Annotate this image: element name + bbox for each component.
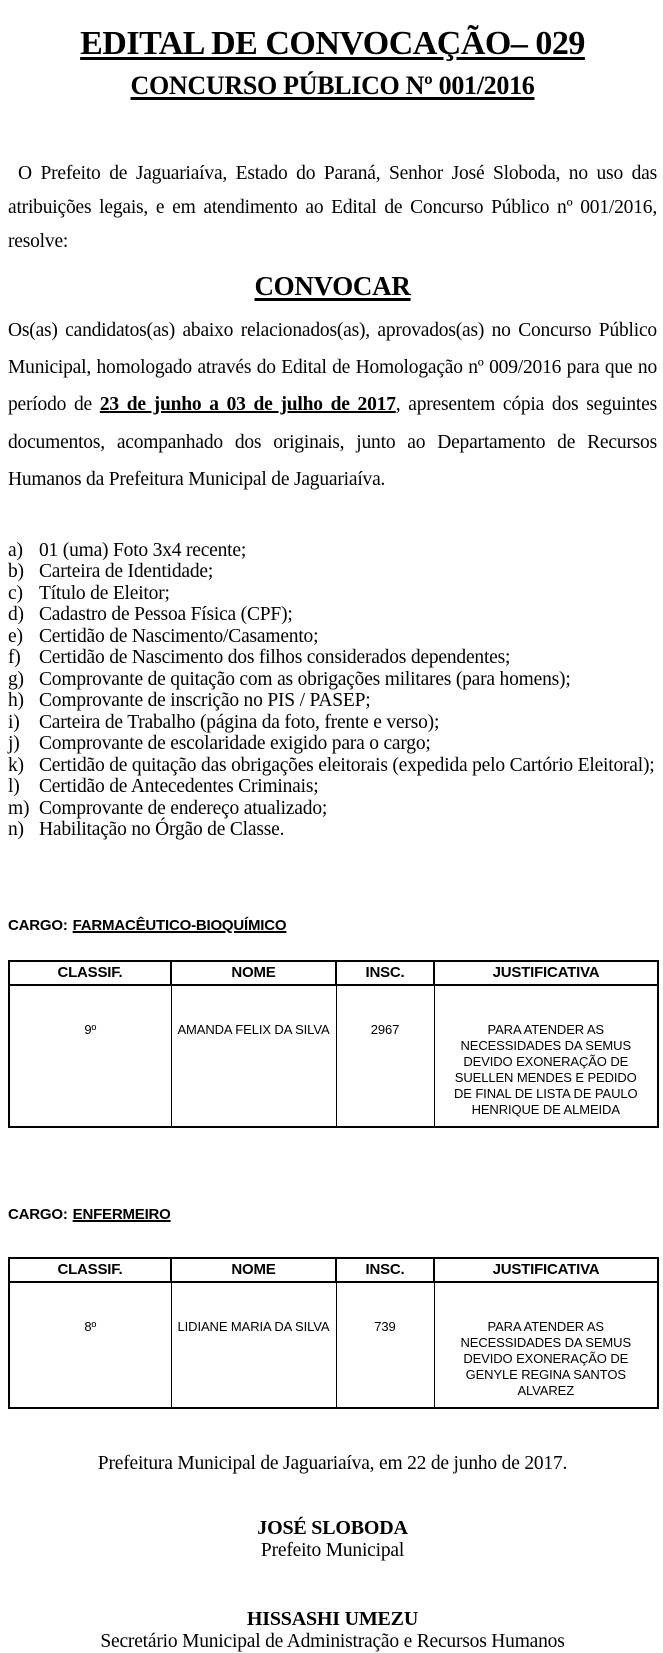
list-item [8, 733, 657, 755]
list-item-letter: c) [8, 582, 23, 604]
list-item-letter: f) [8, 647, 21, 669]
cargo-name: ENFERMEIRO [72, 1205, 171, 1223]
list-item-text: Habilitação no Órgão de Classe. [39, 819, 285, 841]
column-header-insc: INSC. [336, 1258, 434, 1282]
column-header-nome: NOME [171, 961, 336, 985]
list-item-letter: b) [8, 561, 24, 583]
column-header-insc: INSC. [336, 961, 434, 985]
cargo-heading-farmaceutico [8, 917, 657, 934]
list-item [8, 561, 657, 583]
list-item [8, 819, 657, 841]
list-item-text: Comprovante de quitação com as obrigações militares (para homens); [39, 668, 571, 690]
list-item-letter: l) [8, 776, 20, 798]
list-item-text: Certidão de Antecedentes Criminais; [39, 776, 319, 798]
list-item-letter: k) [8, 754, 24, 776]
list-item [8, 626, 657, 648]
list-item-text: 01 (uma) Foto 3x4 recente; [39, 539, 247, 561]
date-line: Prefeitura Municipal de Jaguariaíva, em 22 de junho de 2017. [97, 1452, 568, 1474]
signature-block-prefeito [8, 1517, 657, 1562]
convocation-text-part1: Os(as) candidatos(as) abaixo relacionados(as), aprovados(as) no Concurso Público Municipal, homologado através do Edital de Homologação nº 009/2016 para que no período de [8, 320, 657, 416]
signature-name: HISSASHI UMEZU [246, 1607, 419, 1630]
cargo-label: CARGO: [8, 1205, 68, 1223]
column-header-nome: NOME [171, 1258, 336, 1282]
column-header-classif: CLASSIF. [9, 1258, 171, 1282]
column-header-justificativa: JUSTIFICATIVA [434, 961, 658, 985]
list-item-letter: e) [8, 625, 23, 647]
list-item [8, 798, 657, 820]
cell-justificativa: PARA ATENDER AS NECESSIDADES DA SEMUS DEVIDO EXONERAÇÃO DE SUELLEN MENDES E PEDIDO DE FINAL DE LISTA DE PAULO HENRIQUE DE ALMEIDA [434, 985, 658, 1127]
cell-classif: 9º [9, 985, 171, 1127]
list-item-text: Carteira de Identidade; [39, 561, 214, 583]
list-item-text: Certidão de Nascimento dos filhos considerados dependentes; [39, 647, 511, 669]
column-header-classif: CLASSIF. [9, 961, 171, 985]
list-item-text: Comprovante de inscrição no PIS / PASEP; [39, 690, 371, 712]
list-item-letter: a) [8, 539, 23, 561]
signature-block-secretario [8, 1608, 657, 1653]
table-header-row [9, 961, 658, 985]
list-item [8, 583, 657, 605]
cargo-label: CARGO: [8, 916, 68, 934]
list-item-letter: h) [8, 690, 24, 712]
list-item-letter: g) [8, 668, 24, 690]
list-item-letter: d) [8, 604, 24, 626]
list-item-letter: m) [8, 797, 30, 819]
cell-nome: AMANDA FELIX DA SILVA [171, 985, 336, 1127]
table-header-row [9, 1258, 658, 1282]
cell-insc: 2967 [336, 985, 434, 1127]
list-item [8, 604, 657, 626]
table-row [9, 1282, 658, 1408]
list-item [8, 776, 657, 798]
convocation-period-highlight: 23 de junho a 03 de julho de 2017 [99, 394, 396, 416]
convocation-paragraph [8, 312, 657, 497]
list-item [8, 755, 657, 777]
list-item-letter: j) [8, 733, 20, 755]
convocation-text-part2: , apresentem cópia dos seguintes documentos, acompanhado dos originais, junto ao Departamento de Recursos Humanos da Prefeitura Municipal de Jaguariaíva. [8, 394, 657, 490]
list-item [8, 540, 657, 562]
table-row [9, 985, 658, 1127]
document-title: EDITAL DE CONVOCAÇÃO– 029 [80, 25, 585, 62]
column-header-justificativa: JUSTIFICATIVA [434, 1258, 658, 1282]
convocation-table-farmaceutico [8, 960, 659, 1128]
convocar-heading: CONVOCAR [254, 271, 411, 302]
cargo-name: FARMACÊUTICO-BIOQUÍMICO [72, 916, 287, 934]
cargo-heading-enfermeiro [8, 1206, 657, 1223]
list-item-text: Cadastro de Pessoa Física (CPF); [39, 604, 293, 626]
list-item-text: Comprovante de escolaridade exigido para o cargo; [39, 733, 431, 755]
list-item-text: Carteira de Trabalho (página da foto, frente e verso); [39, 711, 440, 733]
list-item [8, 690, 657, 712]
list-item-text: Certidão de quitação das obrigações eleitorais (expedida pelo Cartório Eleitoral); [39, 754, 655, 776]
cell-nome: LIDIANE MARIA DA SILVA [171, 1282, 336, 1408]
list-item-letter: n) [8, 819, 24, 841]
document-subtitle: CONCURSO PÚBLICO Nº 001/2016 [130, 71, 535, 101]
list-item [8, 647, 657, 669]
cell-justificativa: PARA ATENDER AS NECESSIDADES DA SEMUS DEVIDO EXONERAÇÃO DE GENYLE REGINA SANTOS ALVAREZ [434, 1282, 658, 1408]
list-item-text: Certidão de Nascimento/Casamento; [39, 625, 319, 647]
list-item [8, 712, 657, 734]
cell-insc: 739 [336, 1282, 434, 1408]
list-item-letter: i) [8, 711, 20, 733]
signature-role: Secretário Municipal de Administração e Recursos Humanos [100, 1630, 565, 1652]
list-item-text: Título de Eleitor; [39, 582, 170, 604]
signature-role: Prefeito Municipal [260, 1539, 405, 1561]
convocation-table-enfermeiro [8, 1257, 659, 1409]
intro-paragraph: O Prefeito de Jaguariaíva, Estado do Paraná, Senhor José Sloboda, no uso das atribuições legais, e em atendimento ao Edital de Concurso Público nº 001/2016, resolve: [8, 162, 657, 253]
cell-classif: 8º [9, 1282, 171, 1408]
documents-list [8, 540, 657, 841]
list-item-text: Comprovante de endereço atualizado; [39, 797, 328, 819]
signature-name: JOSÉ SLOBODA [257, 1516, 408, 1539]
list-item [8, 669, 657, 691]
